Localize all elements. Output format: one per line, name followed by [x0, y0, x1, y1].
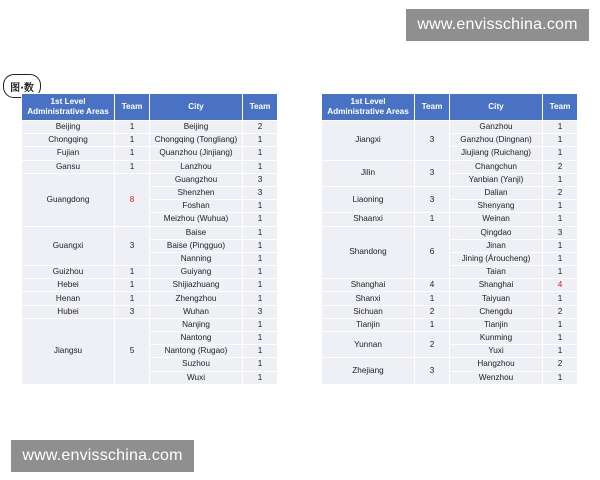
city-team-cell: 1 [543, 266, 578, 279]
city-name-cell: Quanzhou (Jinjiang) [150, 147, 243, 160]
header-team: Team [415, 94, 450, 121]
city-name-cell: Dalian [450, 186, 543, 199]
city-team-cell: 1 [243, 345, 278, 358]
city-name-cell: Wenzhou [450, 371, 543, 384]
city-team-cell: 1 [543, 318, 578, 331]
city-team-cell: 1 [543, 173, 578, 186]
city-team-cell: 1 [543, 134, 578, 147]
area-team-cell: 2 [415, 332, 450, 358]
area-team-cell: 1 [115, 134, 150, 147]
area-team-cell: 3 [415, 186, 450, 212]
city-name-cell: Wuxi [150, 371, 243, 384]
table-header-row [322, 94, 578, 121]
city-name-cell: Ganzhou [450, 121, 543, 134]
table-row [322, 358, 578, 371]
city-team-cell: 1 [243, 358, 278, 371]
area-team-cell: 8 [115, 173, 150, 226]
city-name-cell: Meizhou (Wuhua) [150, 213, 243, 226]
city-team-cell: 1 [243, 134, 278, 147]
area-name-cell: Fujian [22, 147, 115, 160]
city-team-cell: 1 [543, 239, 578, 252]
city-team-cell: 3 [243, 305, 278, 318]
table-row [322, 213, 578, 226]
city-name-cell: Changchun [450, 160, 543, 173]
area-team-cell: 2 [415, 305, 450, 318]
area-name-cell: Shaanxi [322, 213, 415, 226]
area-name-cell: Yunnan [322, 332, 415, 358]
table-row [22, 121, 278, 134]
city-team-cell: 1 [543, 345, 578, 358]
city-team-cell: 1 [543, 213, 578, 226]
city-team-cell: 3 [243, 186, 278, 199]
area-name-cell: Gansu [22, 160, 115, 173]
table-row [22, 292, 278, 305]
area-team-cell: 3 [415, 160, 450, 186]
city-name-cell: Nanjing [150, 318, 243, 331]
city-team-cell: 1 [243, 226, 278, 239]
area-team-cell: 1 [115, 292, 150, 305]
city-name-cell: Hangzhou [450, 358, 543, 371]
city-name-cell: Ganzhou (Dingnan) [450, 134, 543, 147]
area-name-cell: Shandong [322, 226, 415, 279]
city-team-cell: 1 [243, 266, 278, 279]
city-name-cell: Zhengzhou [150, 292, 243, 305]
city-team-cell: 1 [543, 200, 578, 213]
table-row [322, 226, 578, 239]
area-team-cell: 4 [415, 279, 450, 292]
area-team-cell: 3 [115, 226, 150, 266]
city-name-cell: Yuxi [450, 345, 543, 358]
area-name-cell: Shanghai [322, 279, 415, 292]
area-team-cell: 3 [415, 358, 450, 384]
table-row [322, 318, 578, 331]
city-name-cell: Lanzhou [150, 160, 243, 173]
header-city-team: Team [243, 94, 278, 121]
logo: 图·数 [3, 74, 41, 98]
area-name-cell: Zhejiang [322, 358, 415, 384]
city-team-cell: 1 [543, 147, 578, 160]
city-team-cell: 1 [243, 160, 278, 173]
city-name-cell: Jinan [450, 239, 543, 252]
area-name-cell: Beijing [22, 121, 115, 134]
area-name-cell: Henan [22, 292, 115, 305]
table-row [22, 134, 278, 147]
table-row [22, 318, 278, 331]
area-name-cell: Jilin [322, 160, 415, 186]
city-name-cell: Guangzhou [150, 173, 243, 186]
table-row [322, 186, 578, 199]
city-team-cell: 1 [243, 213, 278, 226]
city-team-cell: 2 [543, 358, 578, 371]
city-name-cell: Jining (Ároucheng) [450, 252, 543, 265]
city-name-cell: Qingdao [450, 226, 543, 239]
table-row [322, 121, 578, 134]
city-team-cell: 1 [243, 371, 278, 384]
city-team-cell: 4 [543, 279, 578, 292]
table-row [322, 332, 578, 345]
city-team-cell: 1 [543, 252, 578, 265]
area-name-cell: Guizhou [22, 266, 115, 279]
table-row [22, 226, 278, 239]
area-name-cell: Guangdong [22, 173, 115, 226]
city-name-cell: Nanning [150, 252, 243, 265]
area-name-cell: Liaoning [322, 186, 415, 212]
city-name-cell: Kunming [450, 332, 543, 345]
header-city: City [450, 94, 543, 121]
area-name-cell: Shanxi [322, 292, 415, 305]
city-name-cell: Foshan [150, 200, 243, 213]
city-name-cell: Suzhou [150, 358, 243, 371]
table-row [22, 173, 278, 186]
table-row [322, 160, 578, 173]
city-team-cell: 1 [543, 371, 578, 384]
city-team-cell: 1 [243, 252, 278, 265]
header-area: 1st Level Administrative Areas [22, 94, 115, 121]
city-team-cell: 1 [243, 239, 278, 252]
header-area: 1st Level Administrative Areas [322, 94, 415, 121]
right-table-body [322, 121, 578, 385]
city-team-cell: 2 [243, 121, 278, 134]
city-team-cell: 3 [543, 226, 578, 239]
area-team-cell: 1 [115, 279, 150, 292]
city-team-cell: 1 [543, 121, 578, 134]
area-team-cell: 1 [115, 121, 150, 134]
table-row [22, 160, 278, 173]
table-row [22, 305, 278, 318]
header-team: Team [115, 94, 150, 121]
area-name-cell: Guangxi [22, 226, 115, 266]
area-name-cell: Sichuan [322, 305, 415, 318]
city-name-cell: Taiyuan [450, 292, 543, 305]
city-name-cell: Nantong (Rugao) [150, 345, 243, 358]
area-name-cell: Hubei [22, 305, 115, 318]
city-team-cell: 1 [243, 147, 278, 160]
city-team-cell: 1 [243, 318, 278, 331]
table-row [22, 279, 278, 292]
left-table [21, 93, 278, 385]
city-team-cell: 2 [543, 160, 578, 173]
table-header-row [22, 94, 278, 121]
city-name-cell: Nantong [150, 332, 243, 345]
watermark-top: www.envisschina.com [406, 9, 589, 41]
city-name-cell: Chongqing (Tongliang) [150, 134, 243, 147]
right-table [321, 93, 578, 385]
city-name-cell: Shanghai [450, 279, 543, 292]
table-row [22, 147, 278, 160]
table-row [322, 292, 578, 305]
table-row [322, 279, 578, 292]
city-name-cell: Taian [450, 266, 543, 279]
city-team-cell: 1 [543, 332, 578, 345]
city-team-cell: 2 [543, 305, 578, 318]
area-team-cell: 1 [415, 292, 450, 305]
table-row [322, 305, 578, 318]
city-team-cell: 1 [243, 200, 278, 213]
city-name-cell: Guiyang [150, 266, 243, 279]
table-row [22, 266, 278, 279]
city-name-cell: Wuhan [150, 305, 243, 318]
city-name-cell: Shenyang [450, 200, 543, 213]
area-name-cell: Tianjin [322, 318, 415, 331]
area-team-cell: 6 [415, 226, 450, 279]
city-name-cell: Baise [150, 226, 243, 239]
area-team-cell: 3 [415, 121, 450, 161]
area-team-cell: 1 [115, 160, 150, 173]
city-name-cell: Shijiazhuang [150, 279, 243, 292]
area-team-cell: 1 [415, 318, 450, 331]
city-name-cell: Jiujiang (Ruichang) [450, 147, 543, 160]
area-team-cell: 1 [115, 266, 150, 279]
header-city: City [150, 94, 243, 121]
city-team-cell: 1 [243, 292, 278, 305]
city-name-cell: Weinan [450, 213, 543, 226]
city-name-cell: Tianjin [450, 318, 543, 331]
city-team-cell: 3 [243, 173, 278, 186]
header-city-team: Team [543, 94, 578, 121]
city-name-cell: Baise (Pingguo) [150, 239, 243, 252]
city-name-cell: Shenzhen [150, 186, 243, 199]
area-team-cell: 1 [415, 213, 450, 226]
area-name-cell: Chongqing [22, 134, 115, 147]
area-name-cell: Jiangsu [22, 318, 115, 384]
area-team-cell: 5 [115, 318, 150, 384]
left-table-body [22, 121, 278, 385]
city-team-cell: 1 [543, 292, 578, 305]
city-name-cell: Beijing [150, 121, 243, 134]
city-team-cell: 1 [243, 279, 278, 292]
area-team-cell: 3 [115, 305, 150, 318]
city-name-cell: Yanbian (Yanji) [450, 173, 543, 186]
area-name-cell: Jiangxi [322, 121, 415, 161]
city-name-cell: Chengdu [450, 305, 543, 318]
city-team-cell: 2 [543, 186, 578, 199]
city-team-cell: 1 [243, 332, 278, 345]
watermark-bottom: www.envisschina.com [11, 440, 194, 472]
area-team-cell: 1 [115, 147, 150, 160]
area-name-cell: Hebei [22, 279, 115, 292]
